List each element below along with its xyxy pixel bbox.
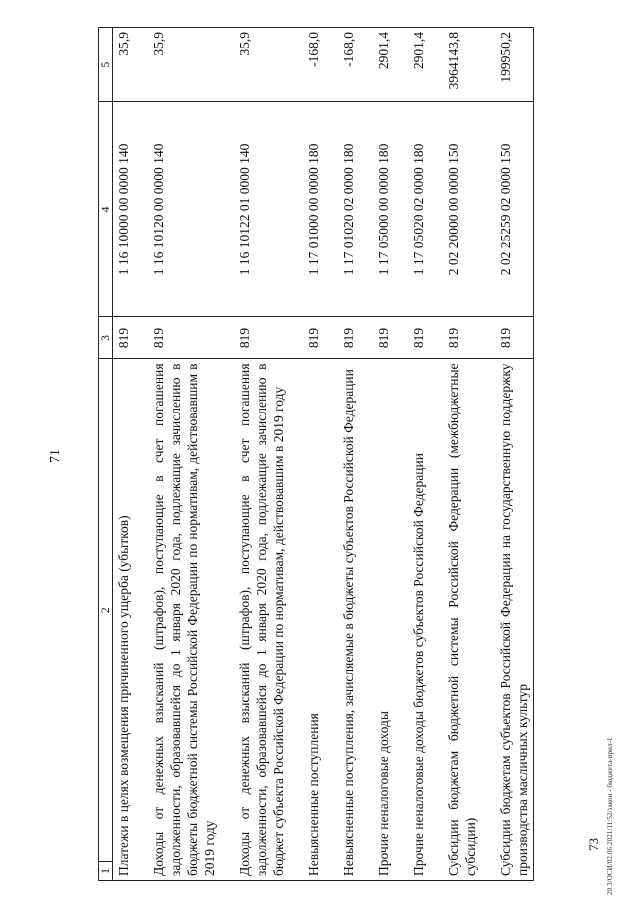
row-code: 1 17 01020 02 0000 180: [338, 102, 359, 317]
table-row: [338, 28, 359, 881]
row-code: 2 02 20000 00 0000 150: [443, 102, 481, 317]
row-gap: [394, 28, 408, 881]
outer-page-number: 73: [586, 838, 601, 851]
header-col-5: 5: [99, 28, 113, 102]
table-row: [113, 28, 135, 881]
row-name: Невыясненные поступления: [303, 359, 324, 881]
header-col-1: 1: [99, 862, 113, 881]
row-gap: [134, 28, 148, 881]
row-gap: [220, 28, 234, 881]
row-admin: 819: [303, 317, 324, 359]
row-amount: 2901,4: [373, 28, 394, 102]
footer-code: 20.3/ОСИ/02.06.2021/11:52/закон - бюджета-прил-1: [606, 737, 614, 895]
row-admin: 819: [495, 317, 534, 359]
header-col-3: 3: [99, 317, 113, 359]
row-admin: 819: [373, 317, 394, 359]
table-row: [303, 28, 324, 881]
row-name: Прочие неналоговые доходы бюджетов субъектов Российской Федерации: [408, 359, 429, 881]
table-row: [373, 28, 394, 881]
table-row: [443, 28, 481, 881]
row-name: Платежи в целях возмещения причиненного ущерба (убытков): [113, 359, 135, 881]
row-amount: 3964143,8: [443, 28, 481, 102]
row-admin: 819: [408, 317, 429, 359]
table-row: [495, 28, 534, 881]
row-amount: 2901,4: [408, 28, 429, 102]
row-gap: [289, 28, 303, 881]
table-row: [408, 28, 429, 881]
header-row: [99, 28, 113, 881]
row-code: 1 17 01000 00 0000 180: [303, 102, 324, 317]
revenue-table: [98, 27, 534, 881]
row-name: Доходы от денежных взысканий (штрафов), поступающие в счет погашения задолженности, образовавшейся до 1 января 2020 года, подлежащие зачислению в бюджеты бюджетной системы Российской Федерации по нормативам, действовавшим в 2019 году: [148, 359, 220, 881]
row-amount: 199950,2: [495, 28, 534, 102]
row-code: 1 16 10000 00 0000 140: [113, 102, 135, 317]
row-amount: 35,9: [148, 28, 220, 102]
row-gap: [359, 28, 373, 881]
row-gap: [324, 28, 338, 881]
row-admin: 819: [338, 317, 359, 359]
table-row: [234, 28, 289, 881]
row-gap: [429, 28, 443, 881]
row-admin: 819: [148, 317, 220, 359]
row-name: Субсидии бюджетам субъектов Российской Федерации на государственную поддержку производства масличных культур: [495, 359, 534, 881]
row-code: 1 17 05000 00 0000 180: [373, 102, 394, 317]
header-col-2: 2: [99, 359, 113, 862]
row-gap: [481, 28, 495, 881]
row-amount: 35,9: [113, 28, 135, 102]
row-admin: 819: [113, 317, 135, 359]
inner-page-number: 71: [48, 449, 63, 463]
row-admin: 819: [443, 317, 481, 359]
row-amount: -168,0: [303, 28, 324, 102]
row-name: Прочие неналоговые доходы: [373, 359, 394, 881]
row-amount: -168,0: [338, 28, 359, 102]
row-name: Субсидии бюджетам бюджетной системы Российской Федерации (межбюджетные субсидии): [443, 359, 481, 881]
header-col-4: 4: [99, 102, 113, 317]
row-code: 1 16 10122 01 0000 140: [234, 102, 289, 317]
table-row: [148, 28, 220, 881]
row-name: Невыясненные поступления, зачисляемые в бюджеты субъектов Российской Федерации: [338, 359, 359, 881]
row-code: 1 17 05020 02 0000 180: [408, 102, 429, 317]
row-name: Доходы от денежных взысканий (штрафов), поступающие в счет погашения задолженности, образовавшейся до 1 января 2020 года, подлежащие зачислению в бюджет субъекта Российской Федерации по нормативам, действовавшим в 2019 году: [234, 359, 289, 881]
row-code: 2 02 25259 02 0000 150: [495, 102, 534, 317]
row-admin: 819: [234, 317, 289, 359]
row-code: 1 16 10120 00 0000 140: [148, 102, 220, 317]
row-amount: 35,9: [234, 28, 289, 102]
